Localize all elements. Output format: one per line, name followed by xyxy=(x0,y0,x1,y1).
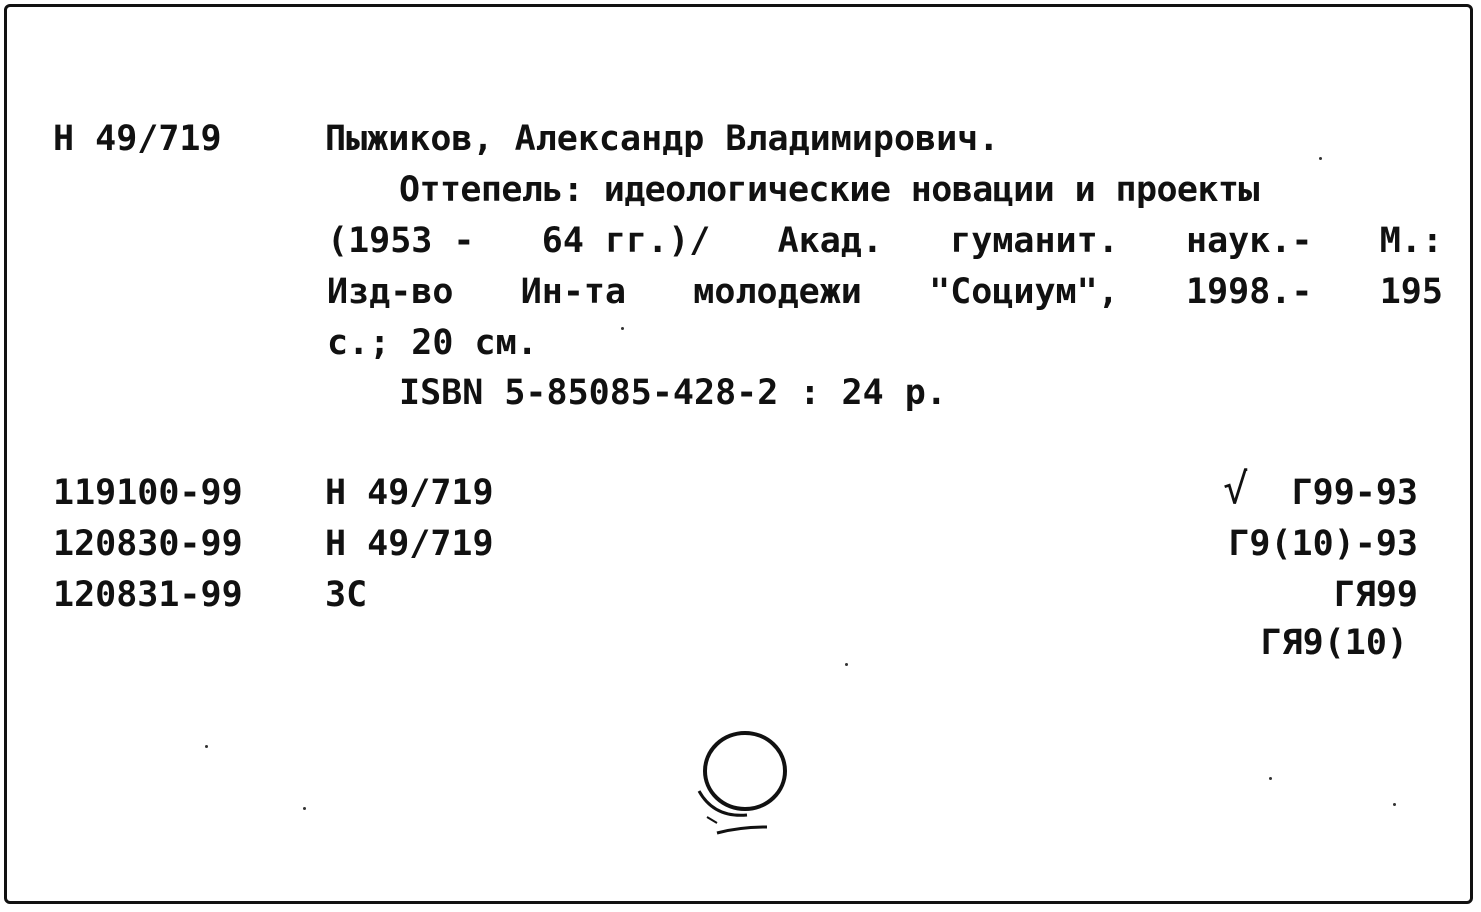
speck xyxy=(1319,157,1322,160)
title-line: Оттепель: идеологические новации и проекты xyxy=(399,170,1259,210)
speck xyxy=(845,663,848,666)
speck xyxy=(1269,777,1272,780)
classification-code: ГЯ99 xyxy=(1333,575,1418,615)
imprint-word: 64 гг.)/ xyxy=(541,221,711,261)
speck xyxy=(205,745,208,748)
imprint-word: 1998.- xyxy=(1186,272,1313,312)
catalog-card xyxy=(4,4,1473,904)
check-mark: √ xyxy=(1223,464,1249,513)
imprint-word: Изд-во xyxy=(327,272,454,312)
imprint-word: гуманит. xyxy=(950,221,1119,261)
author-heading: Пыжиков, Александр Владимирович. xyxy=(325,119,1000,159)
card-hole-mark xyxy=(687,725,807,845)
imprint-word: наук.- xyxy=(1186,221,1313,261)
imprint-word: М.: xyxy=(1379,221,1443,261)
imprint-word: Акад. xyxy=(777,221,883,261)
shelf-location: ЗС xyxy=(325,575,368,615)
imprint-word: 195 xyxy=(1379,272,1443,312)
physical-description: с.; 20 см. xyxy=(327,323,538,363)
call-number: Н 49/719 xyxy=(53,119,222,159)
inventory-number: 120830-99 xyxy=(53,524,243,564)
imprint-word: "Социум", xyxy=(929,272,1119,312)
imprint-word: Ин-та xyxy=(520,272,627,312)
inventory-number: 120831-99 xyxy=(53,575,243,615)
speck xyxy=(621,327,624,330)
shelf-location: Н 49/719 xyxy=(325,524,494,564)
imprint-line-1 xyxy=(327,221,1443,261)
shelf-location: Н 49/719 xyxy=(325,473,494,513)
speck xyxy=(1393,803,1396,806)
classification-code: ГЯ9(10) xyxy=(1260,623,1408,663)
imprint-word: молодежи xyxy=(693,272,862,312)
speck xyxy=(303,807,306,810)
imprint-line-2 xyxy=(327,272,1443,312)
isbn-line: ISBN 5-85085-428-2 : 24 р. xyxy=(399,373,947,413)
classification-code: Г9(10)-93 xyxy=(1228,524,1418,564)
imprint-word: (1953 - xyxy=(327,221,475,261)
classification-code: Г99-93 xyxy=(1291,473,1418,513)
inventory-number: 119100-99 xyxy=(53,473,243,513)
